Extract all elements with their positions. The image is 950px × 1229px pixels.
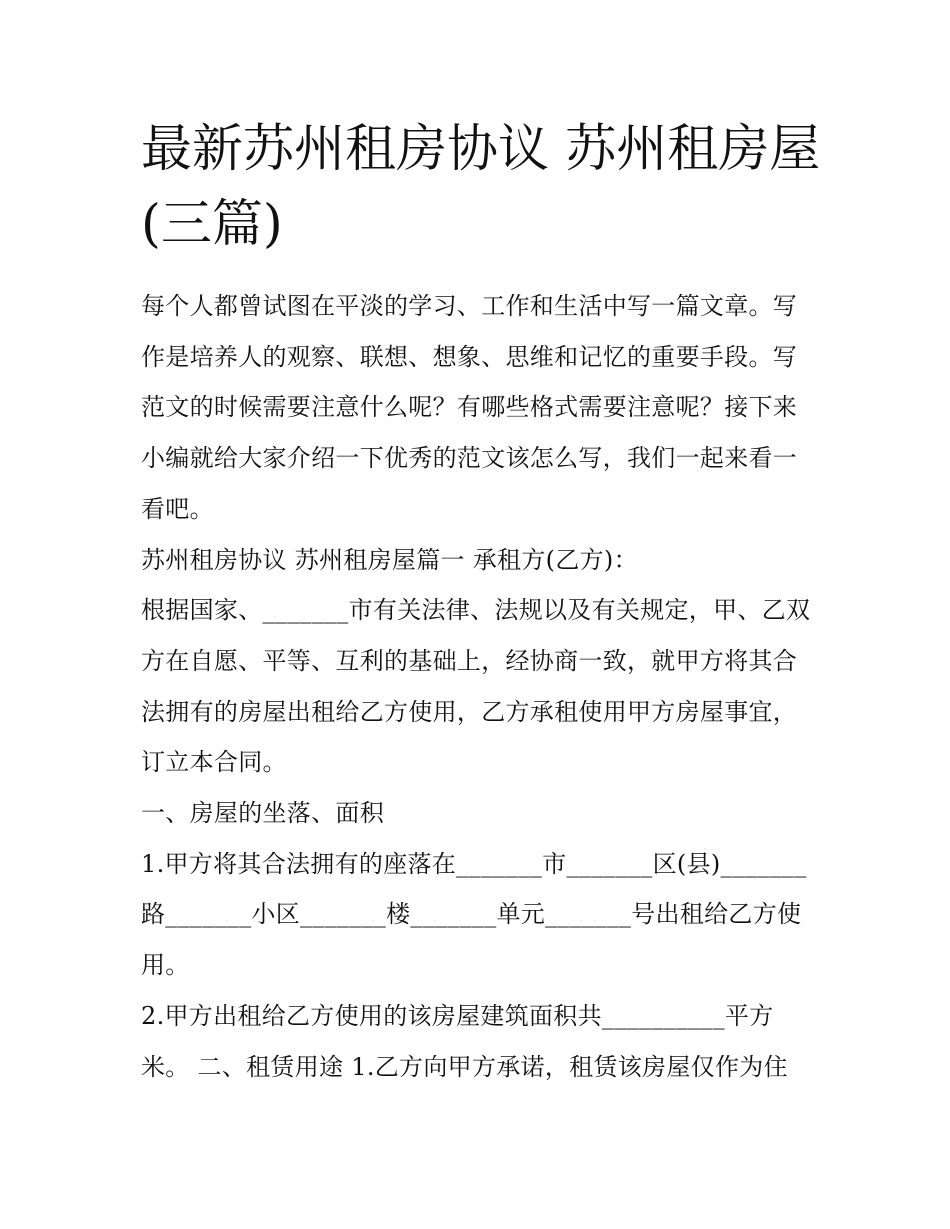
section-heading: 苏州租房协议 苏州租房屋篇一 承租方(乙方)： bbox=[141, 545, 638, 574]
title-line-1: 最新苏州租房协议 苏州租房屋 bbox=[141, 120, 821, 179]
title-line-2: (三篇) bbox=[141, 195, 283, 254]
clause-1-paragraph: 1.甲方将其合法拥有的座落在_______市_______区(县)_______路_______小区_______楼_______单元_______号出租给乙方使用。 bbox=[141, 849, 807, 980]
intro-paragraph: 每个人都曾试图在平淡的学习、工作和生活中写一篇文章。写作是培养人的观察、联想、想象、思维和记忆的重要手段。写范文的时候需要注意什么呢？有哪些格式需要注意呢？接下来小编就给大家介绍一下优秀的范文该怎么写，我们一起来看一看吧。 bbox=[141, 292, 798, 523]
document-body bbox=[141, 281, 821, 1092]
preamble-paragraph: 根据国家、_______市有关法律、法规以及有关规定，甲、乙双方在自愿、平等、互利的基础上，经协商一致，就甲方将其合法拥有的房屋出租给乙方使用，乙方承租使用甲方房屋事宜，订立本合同。 bbox=[141, 596, 811, 777]
clause-heading-location: 一、房屋的坐落、面积 bbox=[141, 799, 384, 828]
clause-2-paragraph: 2.甲方出租给乙方使用的该房屋建筑面积共__________平方米。 二、租赁用途 1.乙方向甲方承诺，租赁该房屋仅作为住 bbox=[141, 1001, 788, 1081]
document-title bbox=[141, 112, 841, 262]
